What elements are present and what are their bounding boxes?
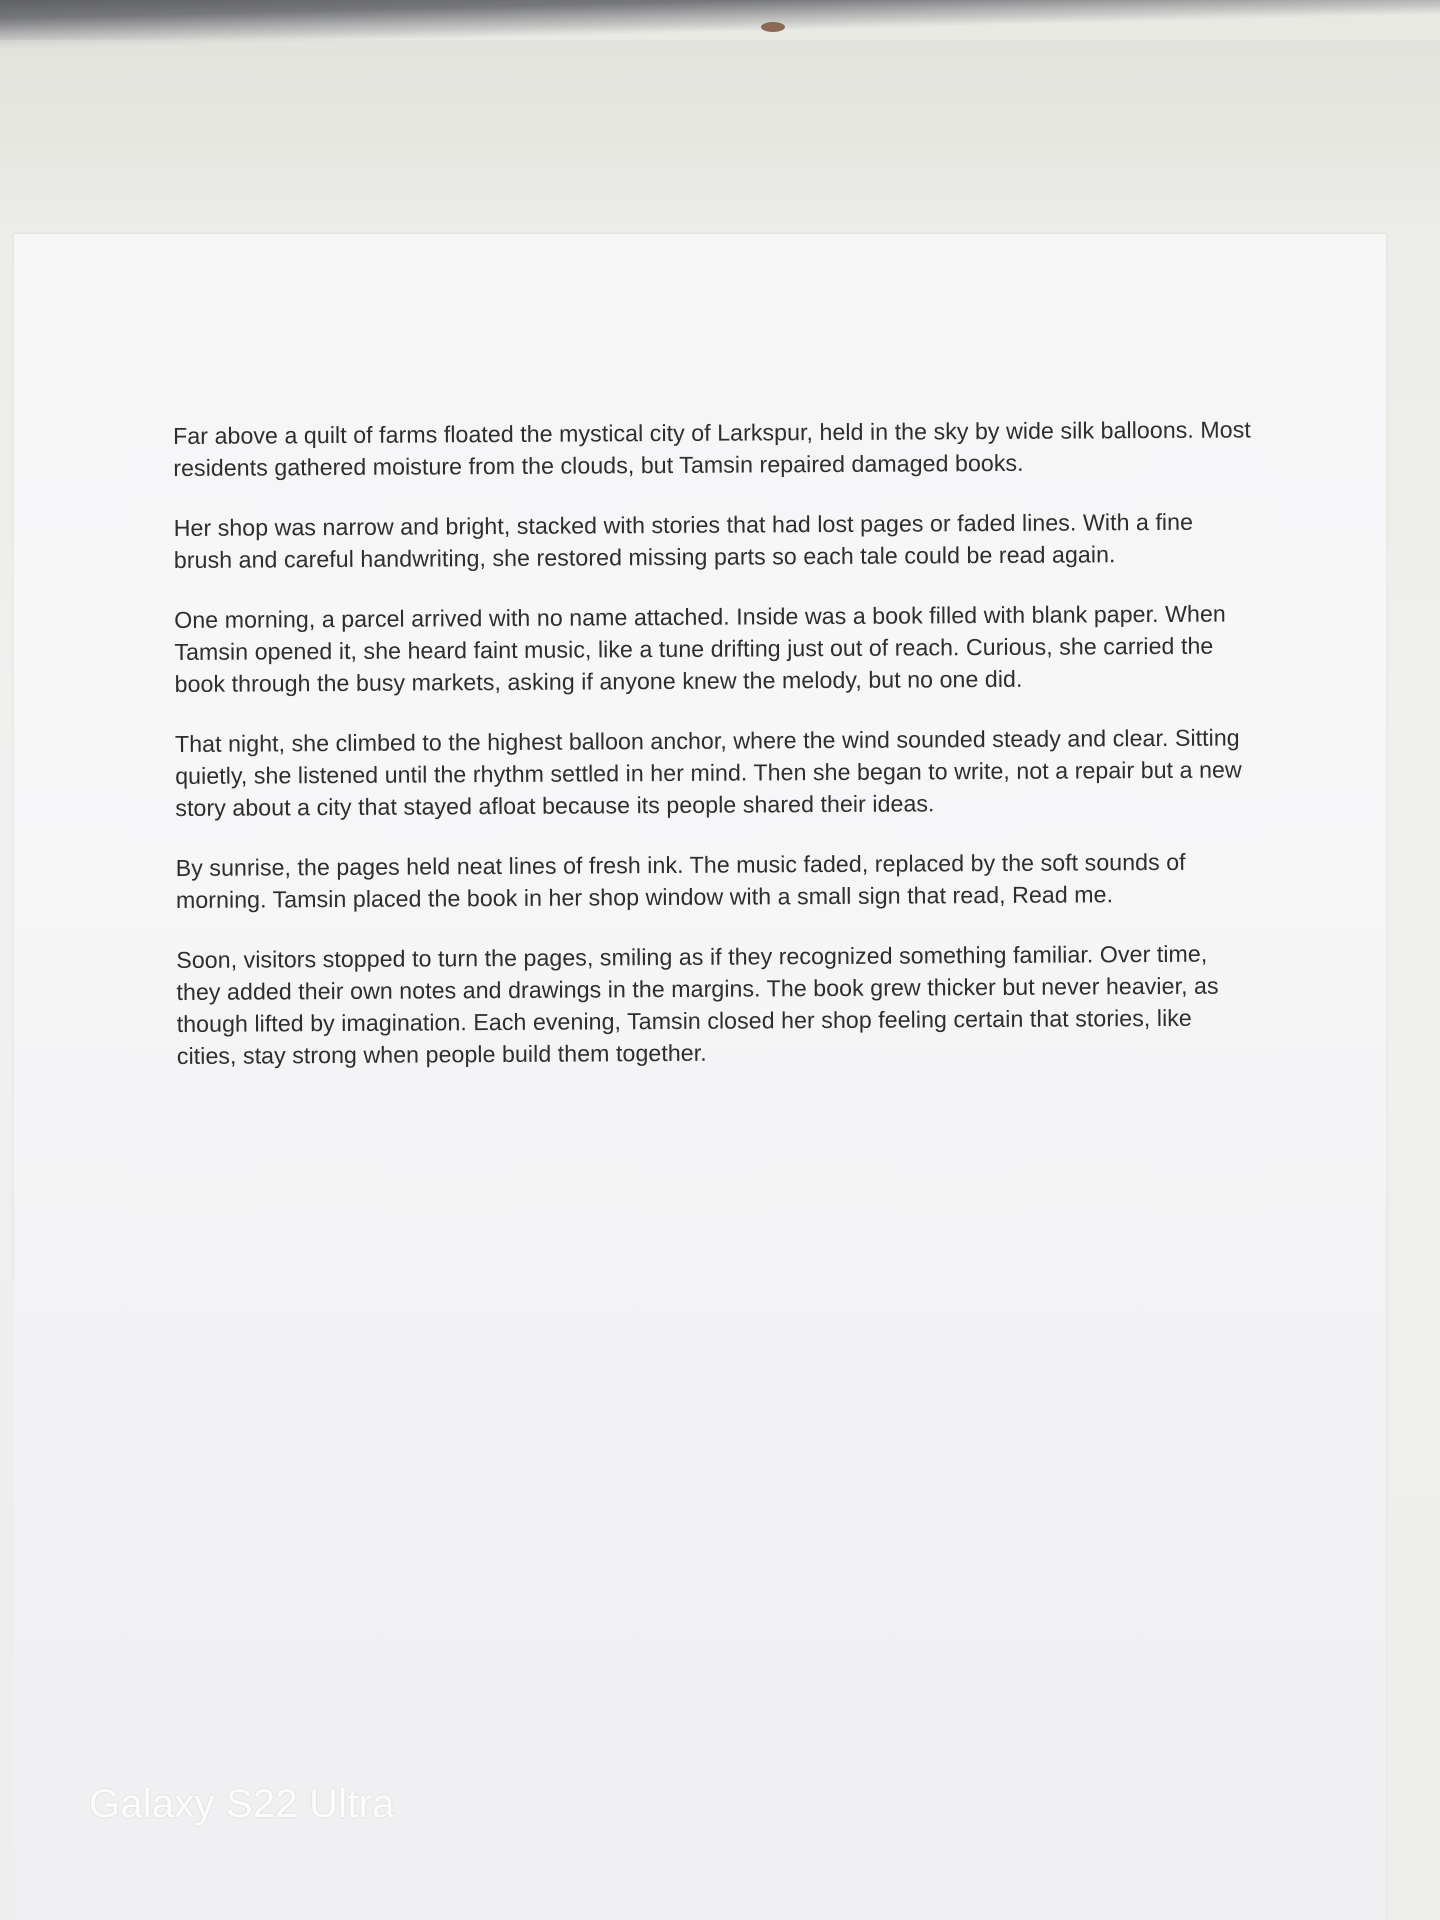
paragraph-5: By sunrise, the pages held neat lines of fresh ink. The music faded, replaced by the soft sounds of morning. Tamsin placed the book in her shop window with a small sign that read, Read me. — [175, 848, 1186, 913]
paper-edge — [0, 1280, 14, 1920]
paragraph-3: One morning, a parcel arrived with no name attached. Inside was a book filled with blank paper. When Tamsin opened it, she heard faint music, like a tune drifting just out of reach. Curious, she carried the book through the busy markets, asking if anyone knew the melody, but no one did. — [174, 600, 1226, 697]
paragraph-2: Her shop was narrow and bright, stacked with stories that had lost pages or faded lines. With a fine brush and careful handwriting, she restored missing parts so each tale could be read again. — [173, 508, 1194, 573]
paragraph-4: That night, she climbed to the highest balloon anchor, where the wind sounded steady and clear. Sitting quietly, she listened until the rhythm settled in her mind. Then she began to write, not a repair but a new story about a city that stayed afloat because its people shared their ideas. — [174, 724, 1242, 821]
story-text — [173, 413, 1257, 1100]
paragraph-6: Soon, visitors stopped to turn the pages, smiling as if they recognized something familiar. Over time, they added their own notes and drawings in the margins. The book grew thicker but never heavier, as though lifted by imagination. Each evening, Tamsin closed her shop feeling certain that stories, like cities, stay strong when people build them together. — [176, 940, 1219, 1069]
camera-watermark: Galaxy S22 Ultra — [89, 1782, 395, 1826]
paragraph-1: Far above a quilt of farms floated the mystical city of Larkspur, held in the sky by wide silk balloons. Most residents gathered moisture from the clouds, but Tamsin repaired damaged books. — [173, 416, 1251, 481]
pin-icon — [761, 22, 785, 32]
backdrop-shade — [0, 40, 1440, 240]
